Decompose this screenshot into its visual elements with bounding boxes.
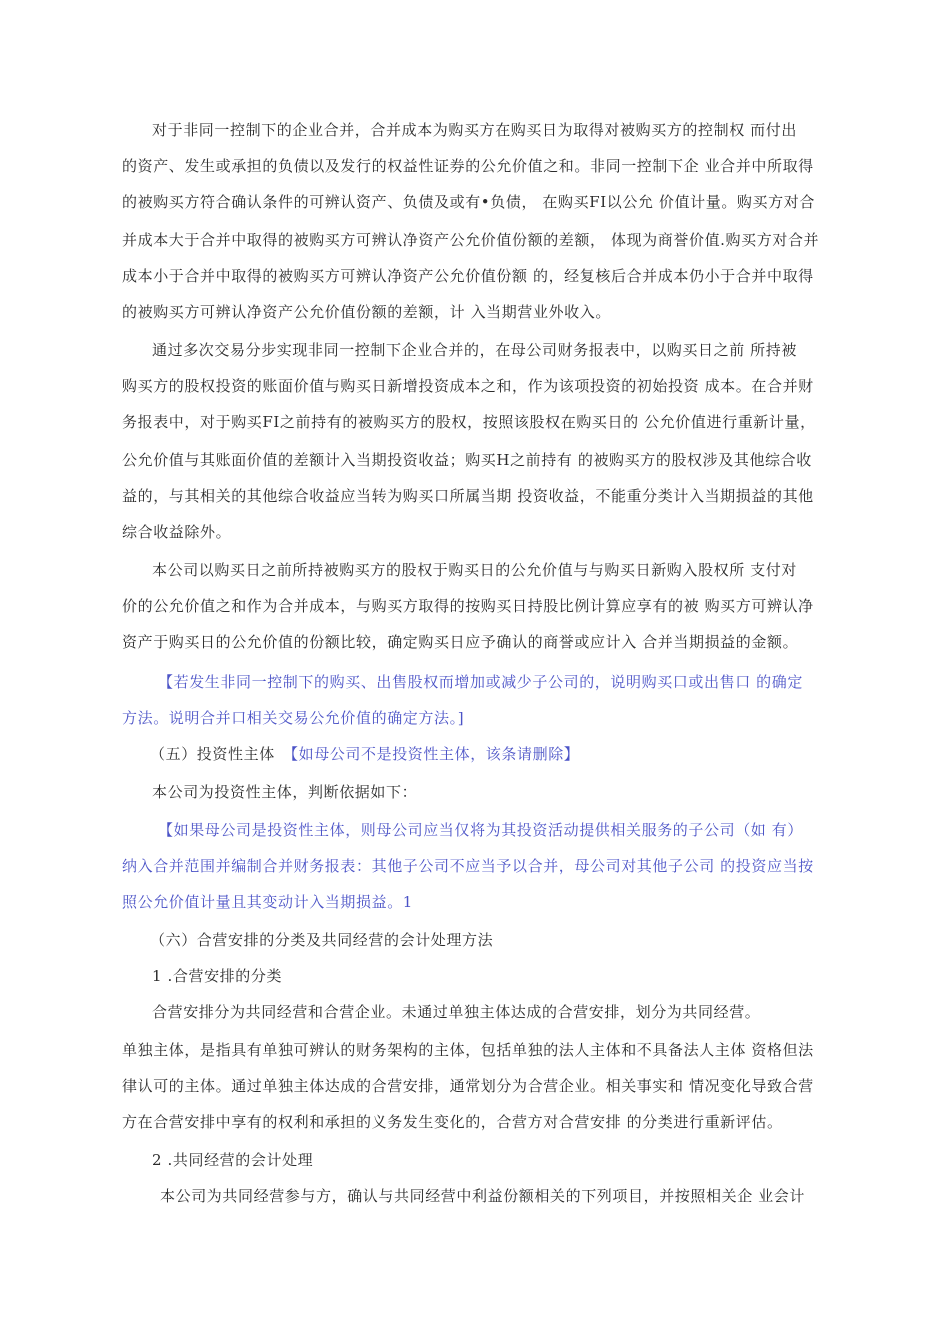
body-text-line: 1 .合营安排的分类 [152,967,283,985]
highlighted-note-line: 方法。说明合并口相关交易公允价值的确定方法。] [122,709,465,727]
body-text-line: （五）投资性主体 [150,745,275,763]
body-text-line: 方在合营安排中享有的权利和承担的义务发生变化的，合营方对合营安排 的分类进行重新评估。 [122,1113,783,1131]
body-text-line: 通过多次交易分步实现非同一控制下企业合并的，在母公司财务报表中，以购买日之前 所持被 [152,341,797,359]
highlighted-note-line: 【如果母公司是投资性主体，则母公司应当仅将为其投资活动提供相关服务的子公司（如 有） [158,821,803,839]
body-text-line: 的资产、发生或承担的负债以及发行的权益性证券的公允价值之和。非同一控制下企 业合并中所取得 [122,157,814,175]
body-text-line: 的被购买方可辨认净资产公允价值份额的差额，计 入当期营业外收入。 [122,303,611,321]
body-text-line: 的被购买方符合确认条件的可辨认资产、负债及或有•负债， 在购买FI以公允 价值计量。购买方对合 [122,193,815,211]
body-text-line: 公允价值与其账面价值的差额计入当期投资收益；购买H之前持有 的被购买方的股权涉及其他综合收 [122,451,812,469]
highlighted-note-line: 【如母公司不是投资性主体，该条请删除】 [283,745,580,763]
body-text-line: 成本小于合并中取得的被购买方可辨认净资产公允价值份额 的，经复核后合并成本仍小于合并中取得 [122,267,814,285]
body-text-line: 本公司为共同经营参与方，确认与共同经营中利益份额相关的下列项目，并按照相关企 业会计 [160,1187,805,1205]
body-text-line: 2 .共同经营的会计处理 [152,1151,314,1169]
highlighted-note-line: 纳入合并范围并编制合并财务报表：其他子公司不应当予以合并，母公司对其他子公司 的投资应当按 [122,857,814,875]
highlighted-note-line: 【若发生非同一控制下的购买、出售股权而增加或减少子公司的，说明购买口或出售口 的确定 [158,673,803,691]
body-text-line: （六）合营安排的分类及共同经营的会计处理方法 [150,931,494,949]
body-text-line: 综合收益除外。 [122,523,232,541]
body-text-line: 律认可的主体。通过单独主体达成的合营安排，通常划分为合营企业。相关事实和 情况变化导致合营 [122,1077,814,1095]
body-text-line: 资产于购买日的公允价值的份额比较，确定购买日应予确认的商誉或应计入 合并当期损益的金额。 [122,633,799,651]
body-text-line: 务报表中，对于购买FI之前持有的被购买方的股权，按照该股权在购买日的 公允价值进行重新计量， [122,413,816,431]
body-text-line: 本公司为投资性主体，判断依据如下： [152,783,418,801]
body-text-line: 本公司以购买日之前所持被购买方的股权于购买日的公允价值与与购买日新购入股权所 支付对 [152,561,797,579]
body-text-line: 对于非同一控制下的企业合并，合并成本为购买方在购买日为取得对被购买方的控制权 而付出 [152,121,797,139]
body-text-line: 购买方的股权投资的账面价值与购买日新增投资成本之和，作为该项投资的初始投资 成本。在合并财 [122,377,814,395]
body-text-line: 单独主体，是指具有单独可辨认的财务架构的主体，包括单独的法人主体和不具备法人主体 资格但法 [122,1041,814,1059]
body-text-line: 价的公允价值之和作为合并成本，与购买方取得的按购买日持股比例计算应享有的被 购买方可辨认净 [122,597,814,615]
body-text-line: 合营安排分为共同经营和合营企业。未通过单独主体达成的合营安排，划分为共同经营。 [152,1003,761,1021]
body-text-line: 益的，与其相关的其他综合收益应当转为购买口所属当期 投资收益，不能重分类计入当期损益的其他 [122,487,814,505]
body-text-line: 并成本大于合并中取得的被购买方可辨认净资产公允价值份额的差额， 体现为商誉价值.购买方对合并 [122,231,820,249]
highlighted-note-line: 照公允价值计量且其变动计入当期损益。1 [122,893,413,911]
